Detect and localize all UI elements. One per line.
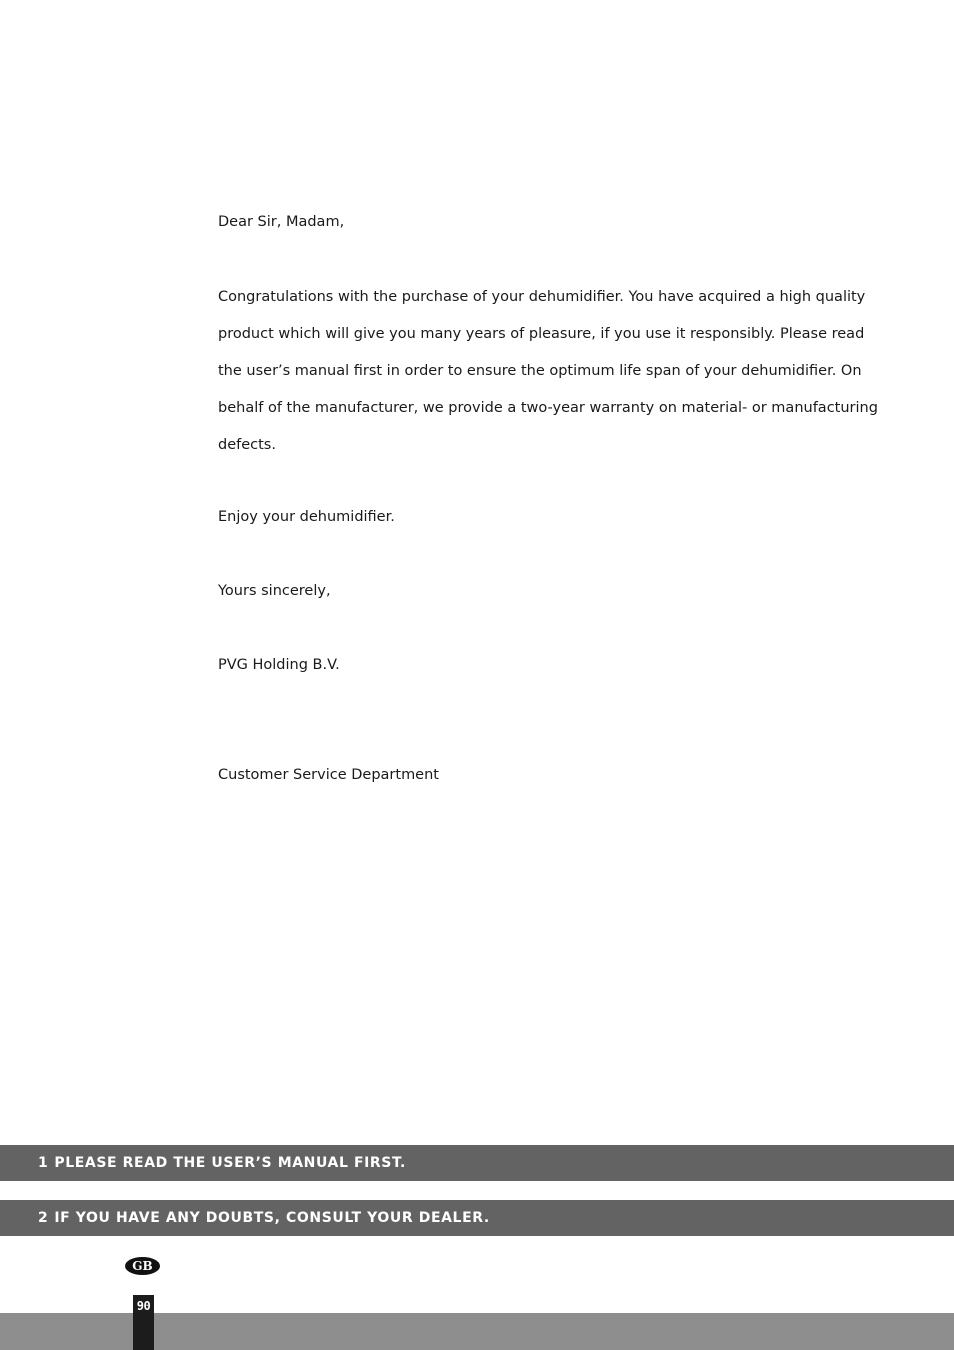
- body-paragraph: Congratulations with the purchase of your dehumidifier. You have acquired a high quality product which will give you many years of pleasure, if you use it responsibly. Please read the user’s manual first in order to ensure the optimum life span of your dehumidifier. On behalf of the manufacturer, we provide a two-year warranty on material- or manufacturing defects.: [218, 289, 878, 453]
- banner-number: 2: [38, 1210, 49, 1226]
- department-name: Customer Service Department: [218, 767, 439, 783]
- instruction-banner-2: [0, 1200, 954, 1236]
- page-number: 90: [136, 1299, 151, 1313]
- banner-number: 1: [38, 1155, 49, 1171]
- company-name: PVG Holding B.V.: [218, 657, 340, 673]
- banner-text: IF YOU HAVE ANY DOUBTS, CONSULT YOUR DEALER.: [54, 1210, 490, 1226]
- closing-line: Yours sincerely,: [218, 583, 331, 599]
- page-number-tab: [133, 1295, 154, 1350]
- salutation: Dear Sir, Madam,: [218, 214, 345, 230]
- banner-text: PLEASE READ THE USER’S MANUAL FIRST.: [54, 1155, 406, 1171]
- instruction-banner-1: [0, 1145, 954, 1181]
- enjoy-line: Enjoy your dehumidifier.: [218, 509, 395, 525]
- language-badge: GB: [125, 1257, 160, 1275]
